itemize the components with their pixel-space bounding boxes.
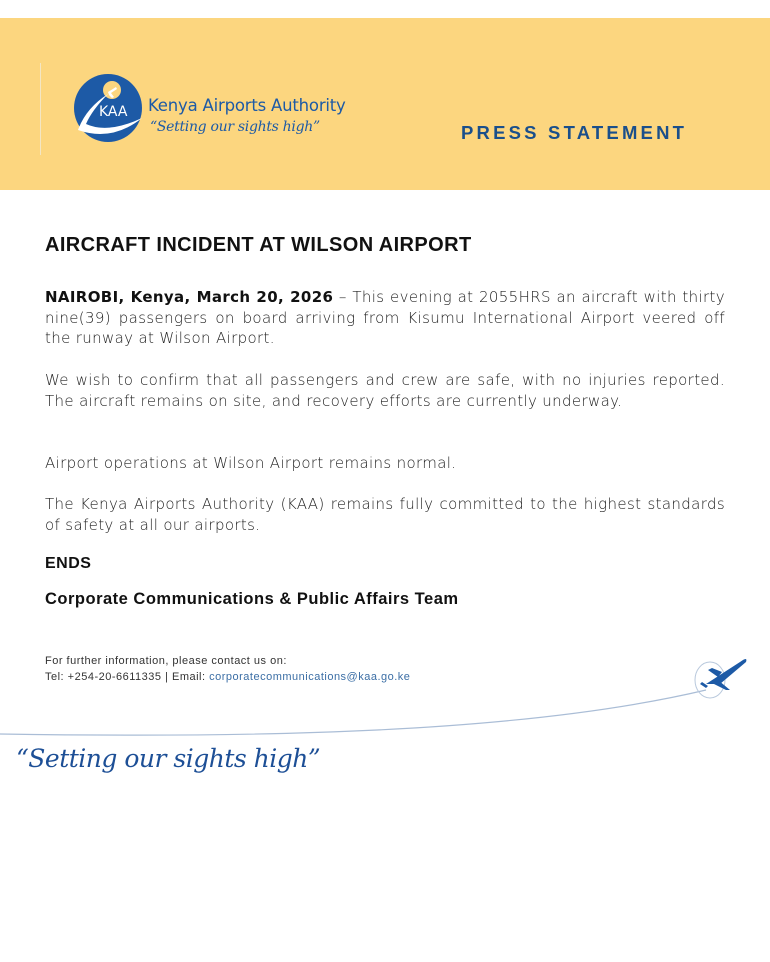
- document-type-label: PRESS STATEMENT: [461, 122, 688, 143]
- svg-text:KAA: KAA: [99, 104, 128, 120]
- logo-tagline: “Setting our sights high”: [150, 119, 320, 135]
- flight-path-swoosh: [0, 650, 770, 750]
- org-name: Kenya Airports Authority: [148, 96, 346, 115]
- intro-text: – This evening at 2055HRS an aircraft with thirty nine(39) passengers on board arriving from Kisumu International Airport veered off the runway at Wilson Airport.: [45, 288, 725, 348]
- paragraph-operations: Airport operations at Wilson Airport remains normal.: [45, 454, 457, 472]
- contact-intro: For further information, please contact us on:: [45, 655, 287, 667]
- divider: [40, 63, 41, 155]
- header-banner: [0, 18, 770, 190]
- paragraph-intro: [45, 287, 725, 349]
- ends-marker: ENDS: [45, 555, 92, 572]
- kaa-logo-icon: [72, 72, 144, 144]
- kaa-logo: [72, 72, 346, 152]
- signature: Corporate Communications & Public Affairs Team: [45, 590, 459, 608]
- footer-tagline: “Setting our sights high”: [16, 744, 321, 773]
- paragraph-safety: We wish to confirm that all passengers and crew are safe, with no injuries reported. The aircraft remains on site, and recovery efforts are currently underway.: [45, 371, 725, 410]
- airplane-icon: [700, 659, 746, 690]
- email-link[interactable]: corporatecommunications@kaa.go.ke: [209, 671, 411, 683]
- paragraph-commitment: The Kenya Airports Authority (KAA) remains fully committed to the highest standards of safety at all our airports.: [45, 495, 725, 534]
- press-release-body: [45, 234, 725, 608]
- headline: AIRCRAFT INCIDENT AT WILSON AIRPORT: [45, 234, 472, 256]
- dateline: NAIROBI, Kenya, March 20, 2026: [45, 288, 334, 306]
- tel-label: Tel: +254-20-6611335 | Email:: [45, 671, 210, 683]
